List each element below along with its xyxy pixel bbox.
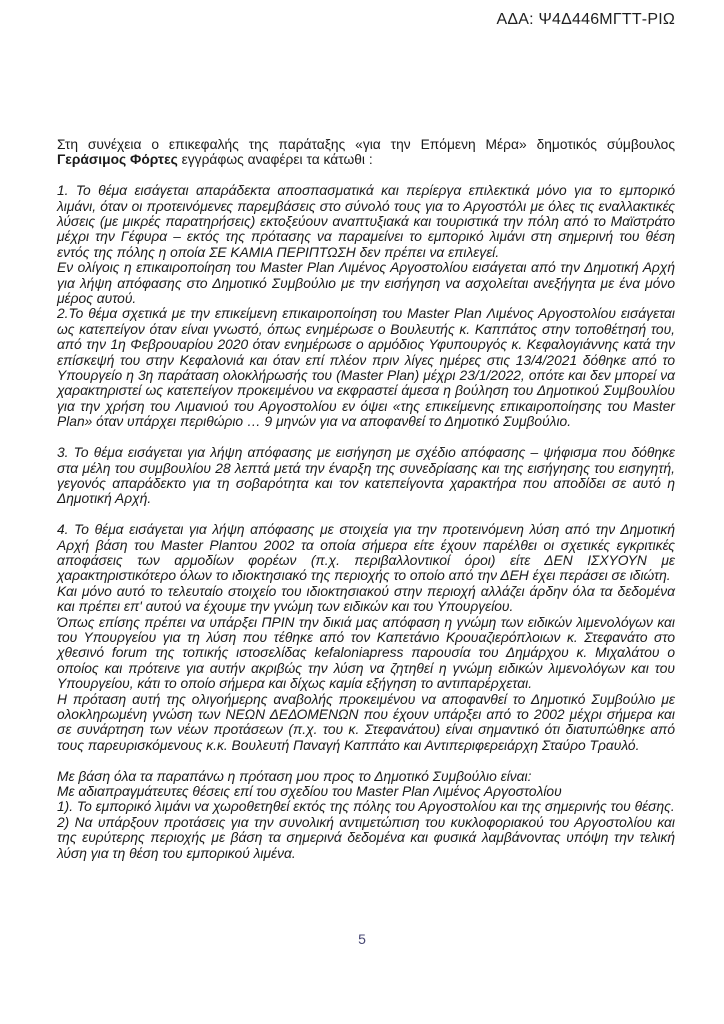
intro-name: Γεράσιμος Φόρτες [57, 152, 178, 168]
body-paragraph: 1. Το θέμα εισάγεται απαράδεκτα αποσπασματικά και περίεργα επιλεκτικά μόνο για το εμπορικό λιμάνι, όταν οι προτεινόμενες παρεμβάσεις στο σύνολό τους για το Αργοστόλι με όλες τις εναλλακτικές λύσεις (με μικρές παρατηρήσεις) εκτοξεύουν αναπτυξιακά και τουριστικά την πόλη από το Μαϊστράτο μέχρι την Γέφυρα – εκτός της πρότασης να παραμείνει το εμπορικό λιμάνι στη σημερινή του θέση εντός της πόλης η οποία ΣΕ ΚΑΜΙΑ ΠΕΡΙΠΤΩΣΗ δεν πρέπει να επιλεγεί. [57, 183, 675, 260]
body-paragraph: Η πρόταση αυτή της ολιγοήμερης αναβολής προκειμένου να αποφανθεί το Δημοτικό Συμβούλιο με ολοκληρωμένη γνώση των ΝΕΩΝ ΔΕΔΟΜΕΝΩΝ που έχουν υπάρξει από το 2002 μέχρι σήμερα και σε συνάρτηση των νέων προτάσεων (π.χ. του κ. Στεφανάτου) είναι σημαντικό ότι διατυπώθηκε από τους παρευρισκόμενους κ.κ. Βουλευτή Παναγή Καππάτο και Αντιπεριφερειάρχη Σταύρο Τραυλό. [57, 691, 675, 753]
paragraph-blocks [57, 183, 675, 861]
body-paragraph: Εν ολίγοις η επικαιροποίηση του Master Plan Λιμένος Αργοστολίου εισάγεται από την Δημοτική Αρχή για λήψη απόφασης στο Δημοτικό Συμβούλιο με την εισήγηση να ασχολείται ανεξήγητα με ένα μόνο μέρος αυτού. [57, 260, 675, 307]
body-paragraph: 3. Το θέμα εισάγεται για λήψη απόφασης με εισήγηση με σχέδιο απόφασης – ψήφισμα που δόθηκε στα μέλη του συμβουλίου 28 λεπτά μετά την έναρξη της συνεδρίασης και της εισήγησης του εισηγητή, γεγονός απαράδεκτο για τη σοβαρότητα και τον κατεπείγοντα χαρακτήρα που αποδίδει σε αυτό η Δημοτική Αρχή. [57, 445, 675, 507]
body-paragraph: Όπως επίσης πρέπει να υπάρξει ΠΡΙΝ την δικιά μας απόφαση η γνώμη των ειδικών λιμενολόγων και του Υπουργείου για τη λύση που τέθηκε από τον Καπετάνιο Κρουαζιερόπλοιων κ. Στεφανάτο στο χθεσινό forum της τοπικής ιστοσελίδας kefaloniapress παρουσία του Δημάρχου κ. Μιχαλάτου ο οποίος και πρότεινε για αυτήν ακριβώς την λύση να ζητηθεί η γνώμη ειδικών λιμενολόγων και του Υπουργείου, κάτι το οποίο σήμερα και δίχως καμία εξήγηση το αντιπαρέρχεται. [57, 614, 675, 692]
paragraph-block [57, 522, 675, 753]
body-paragraph: Με βάση όλα τα παραπάνω η πρόταση μου προς το Δημοτικό Συμβούλιο είναι: [57, 768, 532, 784]
intro-paragraph [57, 137, 675, 168]
paragraph-block [57, 445, 675, 507]
intro-tail: εγγράφως αναφέρει τα κάτωθι : [177, 152, 373, 168]
body-paragraph: Με αδιαπραγμάτευτες θέσεις επί του σχεδίου του Master Plan Λιμένος Αργοστολίου [57, 784, 562, 799]
body-paragraph: 1). Το εμπορικό λιμάνι να χωροθετηθεί εκτός της πόλης του Αργοστολίου και της σημερινής του θέσης. [57, 799, 675, 815]
intro-lead: Στη συνέχεια ο επικεφαλής της παράταξης «για την Επόμενη Μέρα» δημοτικός σύμβουλος [57, 137, 675, 152]
body-paragraph: 2) Να υπάρξουν προτάσεις για την συνολική αντιμετώπιση του κυκλοφοριακού του Αργοστολίου και της ευρύτερης περιοχής με βάση τα σημερινά δεδομένα και φυσικά λαμβάνοντας υπόψη την τελική λύση για τη θέση του εμπορικού λιμένα. [57, 814, 675, 861]
ada-reference: ΑΔΑ: Ψ4Δ446ΜΓΤΤ-ΡΙΩ [496, 11, 675, 28]
page-number: 5 [358, 931, 366, 947]
body-paragraph: 2.Το θέμα σχετικά με την επικείμενη επικαιροποίηση του Master Plan Λιμένος Αργοστολίου εισάγεται ως κατεπείγον όταν είναι γνωστό, όπως ενημέρωσε ο Βουλευτής κ. Καππάτος στην τοποθέτησή του, από την 1η Φεβρουαρίου 2020 όταν ενημέρωσε ο αρμόδιος Υφυπουργός κ. Κεφαλογιάννης κατά την επίσκεψή του στην Κεφαλονιά και όταν επί πλέον πριν λίγες ημέρες στις 13/4/2021 δόθηκε από το Υπουργείο η 3η παράταση ολοκλήρωσής του (Master Plan) μέχρι 23/1/2022, οπότε και δεν μπορεί να χαρακτηριστεί ως κατεπείγον προκειμένου να εκφραστεί άμεσα η βούληση του Δημοτικού Συμβουλίου για την χρήση του Λιμανιού του Αργοστολίου εν όψει «της επικείμενης επικαιροποίησης του Master Plan» όταν υπάρχει περιθώριο … 9 μηνών για να αποφανθεί το Δημοτικό Συμβούλιο. [57, 306, 675, 430]
paragraph-block [57, 183, 675, 430]
body-paragraph: 4. Το θέμα εισάγεται για λήψη απόφασης με στοιχεία για την προτεινόμενη λύση από την Δημοτική Αρχή βάση του Master Planτου 2002 τα οποία σήμερα είτε έχουν παρέλθει οι σχετικές εγκριτικές αποφάσεις των αρμοδίων φορέων (π.χ. περιβαλλοντικοί όροι) είτε ΔΕΝ ΙΣΧΥΟΥΝ με χαρακτηριστικότερο όλων το ιδιοκτησιακό της περιοχής το οποίο από την ΔΕΗ έχει περάσει σε ιδιώτη. [57, 522, 675, 584]
document-body [57, 137, 675, 861]
body-paragraph: Και μόνο αυτό το τελευταίο στοιχείο του ιδιοκτησιακού στην περιοχή αλλάζει άρδην όλα τα δεδομένα και πρέπει επ' αυτού να έχουμε την γνώμη των ειδικών και του Υπουργείου. [57, 583, 675, 615]
paragraph-block [57, 769, 675, 861]
